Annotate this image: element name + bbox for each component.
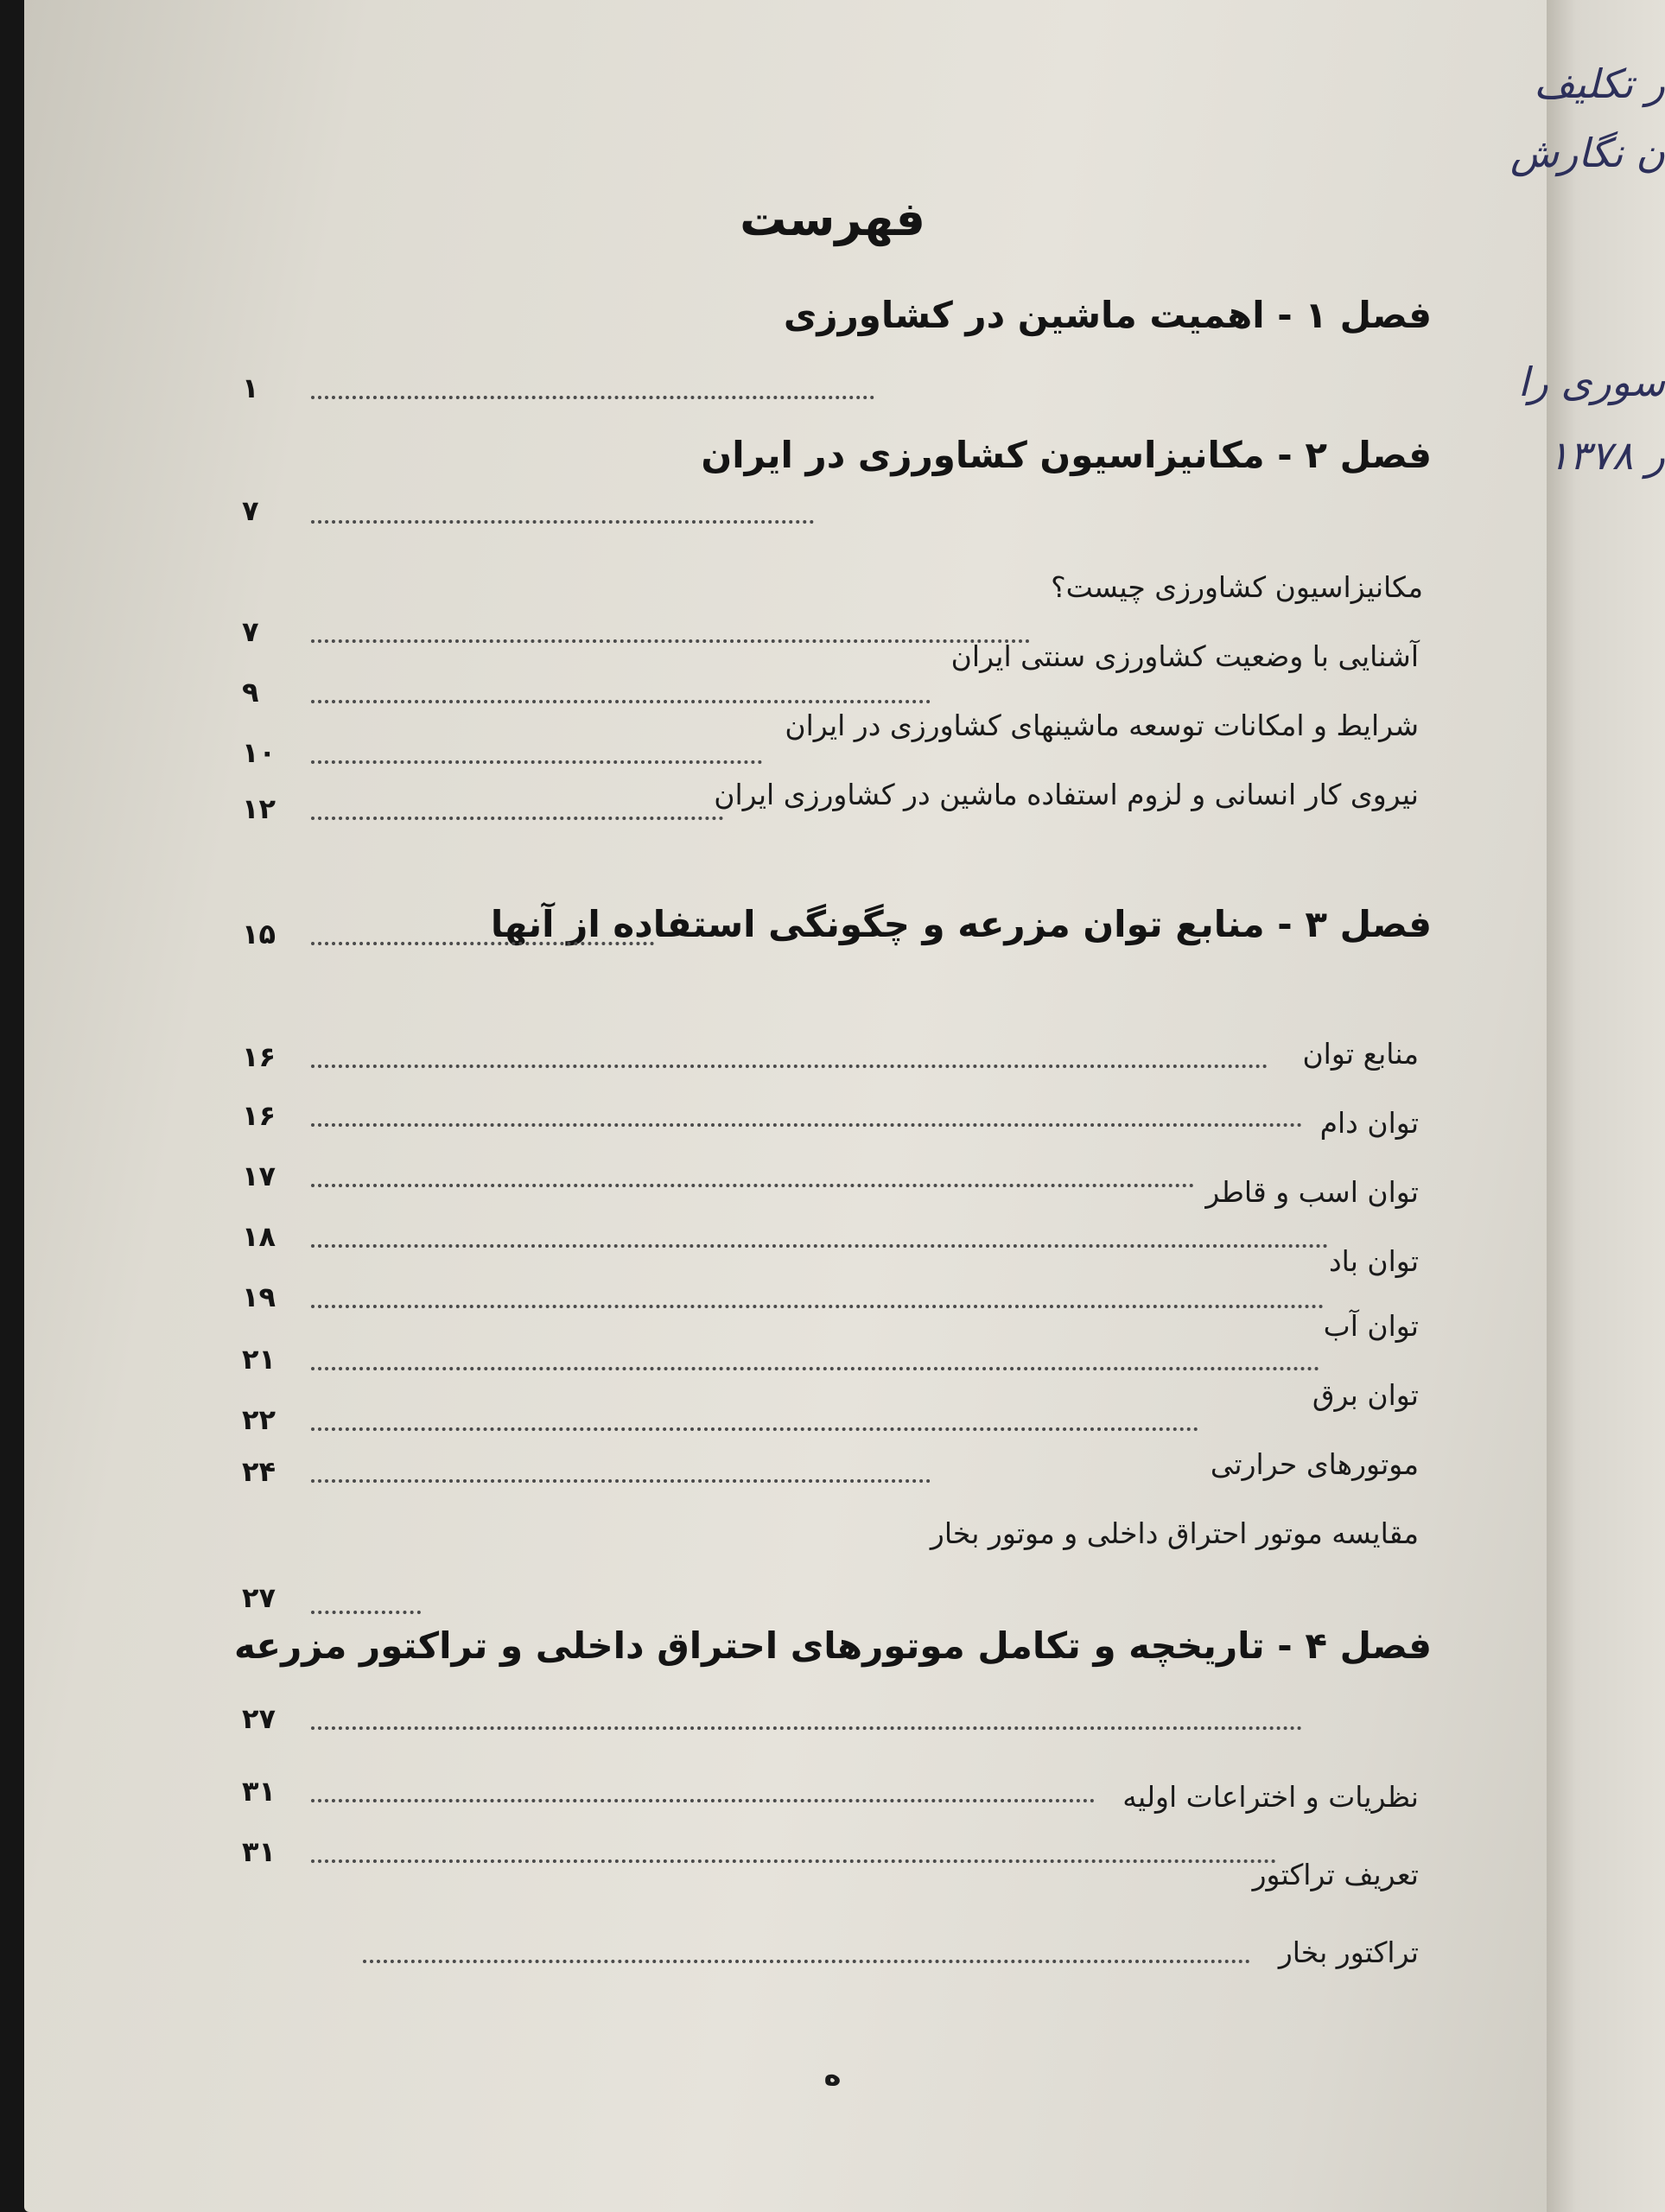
leader-dots (311, 760, 762, 764)
leader-dots (311, 1244, 1328, 1248)
leader-dots (311, 1427, 1198, 1431)
chapter-4-heading: فصل ۴ - تاریخچه و تکامل موتورهای احتراق داخلی و تراکتور مزرعه (233, 1624, 1432, 1667)
leader-dots (311, 1184, 1194, 1187)
toc-entry: توان اسب و قاطر (1205, 1175, 1419, 1209)
chapter-3-heading: فصل ۳ - منابع توان مزرعه و چگونگی استفاده از آنها (490, 903, 1432, 945)
toc-title: فهرست (740, 192, 925, 246)
leader-dots (311, 1065, 1268, 1068)
leader-dots (311, 520, 814, 524)
toc-entry: نظریات و اختراعات اولیه (1122, 1780, 1419, 1814)
toc-entry: توان برق (1312, 1378, 1419, 1412)
toc-entry-page: ۲۴ (242, 1455, 276, 1488)
toc-entry-page: ۱۰ (242, 736, 276, 769)
handwriting-line-1: ر تکلیف (1534, 60, 1665, 107)
page-folio: ه (823, 2058, 842, 2093)
leader-dots (311, 1123, 1302, 1127)
toc-entry: موتورهای حرارتی (1210, 1447, 1419, 1481)
toc-entry-page: ۱۲ (242, 792, 276, 825)
leader-dots (311, 700, 931, 703)
toc-entry-page: ۷ (242, 615, 259, 648)
leader-dots (311, 1611, 421, 1614)
toc-entry-page: ۲۷ (242, 1702, 276, 1735)
chapter-3-page: ۱۵ (242, 918, 276, 950)
toc-entry-page: ۱۶ (242, 1040, 276, 1073)
toc-entry-page: ۱۶ (242, 1099, 276, 1132)
toc-entry-page: ۲۱ (242, 1343, 276, 1376)
handwriting-line-3: سوری را (1517, 359, 1665, 405)
handwriting-line-2: ن نگارش (1510, 130, 1665, 176)
toc-entry-page: ۱۹ (242, 1281, 276, 1313)
leader-dots (311, 1799, 1095, 1802)
leader-dots (363, 1960, 1250, 1963)
toc-entry: نیروی کار انسانی و لزوم استفاده ماشین در کشاورزی ایران (714, 778, 1419, 811)
toc-entry: تراکتور بخار (1278, 1936, 1419, 1969)
leader-dots (311, 1367, 1319, 1370)
chapter-2-page: ۷ (242, 494, 259, 527)
toc-entry-page: ۹ (242, 676, 259, 709)
leader-dots (311, 817, 723, 820)
toc-entry: منابع توان (1302, 1037, 1419, 1071)
leader-dots (311, 942, 654, 945)
handwriting-line-4: ر ۱۳۷۸ (1547, 432, 1665, 479)
toc-entry: تعریف تراکتور (1252, 1858, 1419, 1891)
chapter-1-heading: فصل ۱ - اهمیت ماشین در کشاورزی (783, 294, 1432, 336)
leader-dots (311, 1726, 1302, 1730)
leader-dots (311, 1479, 931, 1483)
toc-entry: مقایسه موتور احتراق داخلی و موتور بخار (930, 1516, 1419, 1550)
toc-entry-page: ۲۲ (242, 1403, 276, 1436)
toc-entry-page: ۱۸ (242, 1220, 276, 1253)
leader-dots (311, 1859, 1276, 1863)
leader-dots (311, 639, 1030, 643)
toc-entry: مکانیزاسیون کشاورزی چیست؟ (1051, 570, 1423, 604)
toc-entry: توان باد (1328, 1244, 1419, 1278)
chapter-1-page: ۱ (242, 372, 259, 404)
toc-entry-page: ۳۱ (242, 1775, 276, 1808)
toc-entry-page: ۳۱ (242, 1835, 276, 1868)
chapter-2-heading: فصل ۲ - مکانیزاسیون کشاورزی در ایران (701, 434, 1432, 476)
leader-dots (311, 396, 874, 399)
toc-entry: آشنایی با وضعیت کشاورزی سنتی ایران (950, 639, 1419, 673)
adjacent-page (1510, 0, 1665, 2212)
toc-entry: شرایط و امکانات توسعه ماشینهای کشاورزی در ایران (785, 709, 1419, 742)
leader-dots (311, 1305, 1324, 1308)
toc-entry-page: ۱۷ (242, 1160, 276, 1192)
toc-entry: توان آب (1323, 1309, 1419, 1343)
toc-entry: توان دام (1319, 1106, 1419, 1140)
chapter-4-page: ۲۷ (242, 1581, 276, 1614)
